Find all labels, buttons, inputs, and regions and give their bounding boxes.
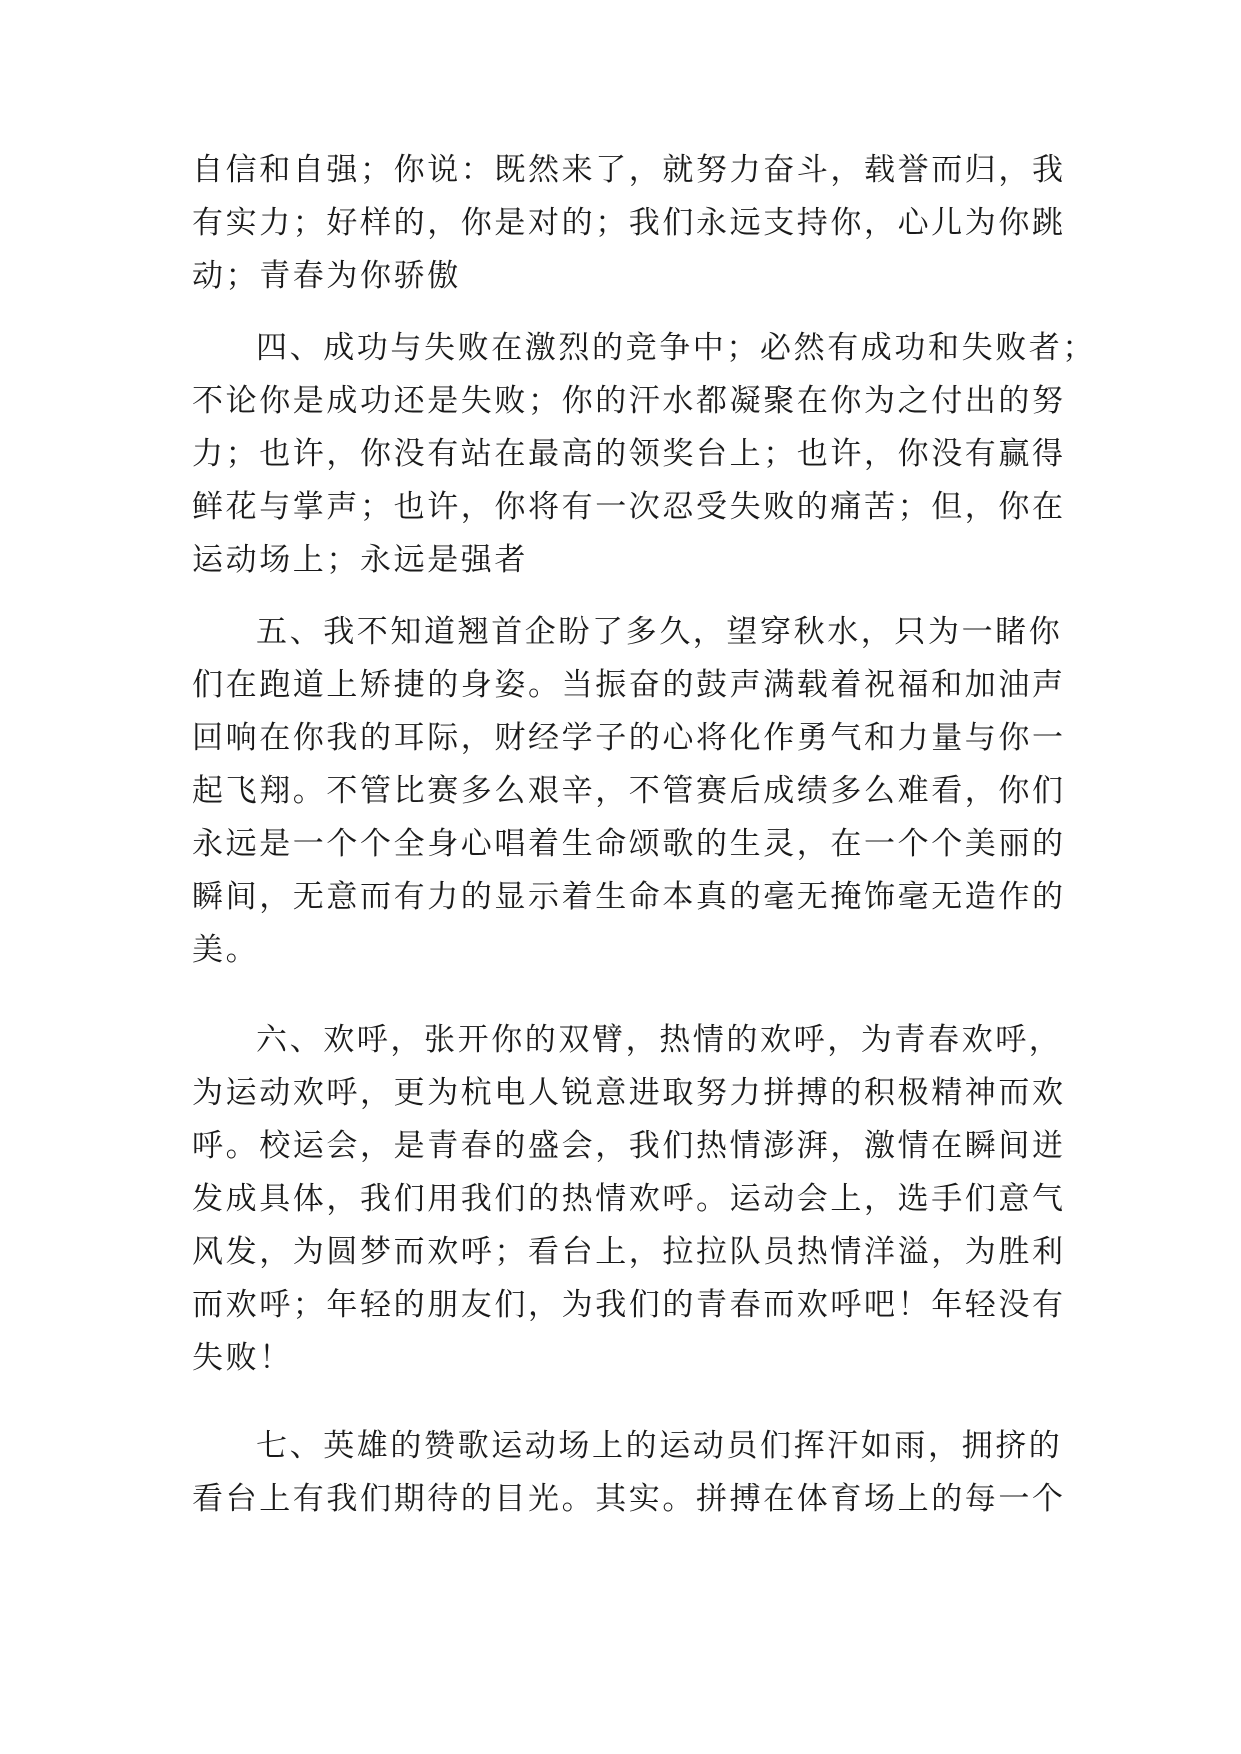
text-line: 动；青春为你骄傲 bbox=[192, 258, 461, 294]
text-line: 美。 bbox=[192, 932, 260, 968]
text-line: 七、英雄的赞歌运动场上的运动员们挥汗如雨，拥挤的 bbox=[256, 1428, 1063, 1464]
text-line: 而欢呼；年轻的朋友们，为我们的青春而欢呼吧！年轻没有 bbox=[192, 1287, 1066, 1323]
text-line: 运动场上；永远是强者 bbox=[192, 542, 528, 578]
text-line: 不论你是成功还是失败；你的汗水都凝聚在你为之付出的努 bbox=[192, 383, 1066, 419]
text-line: 看台上有我们期待的目光。其实。拼搏在体育场上的每一个 bbox=[192, 1481, 1066, 1517]
text-line: 呼。校运会，是青春的盛会，我们热情澎湃，激情在瞬间迸 bbox=[192, 1128, 1066, 1164]
text-line: 起飞翔。不管比赛多么艰辛，不管赛后成绩多么难看，你们 bbox=[192, 773, 1066, 809]
text-line: 有实力；好样的，你是对的；我们永远支持你，心儿为你跳 bbox=[192, 205, 1066, 241]
text-line: 风发，为圆梦而欢呼；看台上，拉拉队员热情洋溢，为胜利 bbox=[192, 1234, 1066, 1270]
text-line: 力；也许，你没有站在最高的领奖台上；也许，你没有赢得 bbox=[192, 436, 1066, 472]
text-line: 五、我不知道翘首企盼了多久，望穿秋水，只为一睹你 bbox=[256, 614, 1063, 650]
text-line: 瞬间，无意而有力的显示着生命本真的毫无掩饰毫无造作的 bbox=[192, 879, 1066, 915]
text-line: 为运动欢呼，更为杭电人锐意进取努力拼搏的积极精神而欢 bbox=[192, 1075, 1066, 1111]
text-line: 六、欢呼，张开你的双臂，热情的欢呼，为青春欢呼， bbox=[256, 1022, 1063, 1058]
text-line: 自信和自强；你说：既然来了，就努力奋斗，载誉而归，我 bbox=[192, 152, 1066, 188]
text-line: 们在跑道上矫捷的身姿。当振奋的鼓声满载着祝福和加油声 bbox=[192, 667, 1066, 703]
text-line: 失败！ bbox=[192, 1340, 293, 1376]
text-line: 永远是一个个全身心唱着生命颂歌的生灵，在一个个美丽的 bbox=[192, 826, 1066, 862]
text-line: 四、成功与失败在激烈的竞争中；必然有成功和失败者； bbox=[256, 330, 1096, 366]
text-line: 发成具体，我们用我们的热情欢呼。运动会上，选手们意气 bbox=[192, 1181, 1066, 1217]
text-line: 鲜花与掌声；也许，你将有一次忍受失败的痛苦；但，你在 bbox=[192, 489, 1066, 525]
text-line: 回响在你我的耳际，财经学子的心将化作勇气和力量与你一 bbox=[192, 720, 1066, 756]
